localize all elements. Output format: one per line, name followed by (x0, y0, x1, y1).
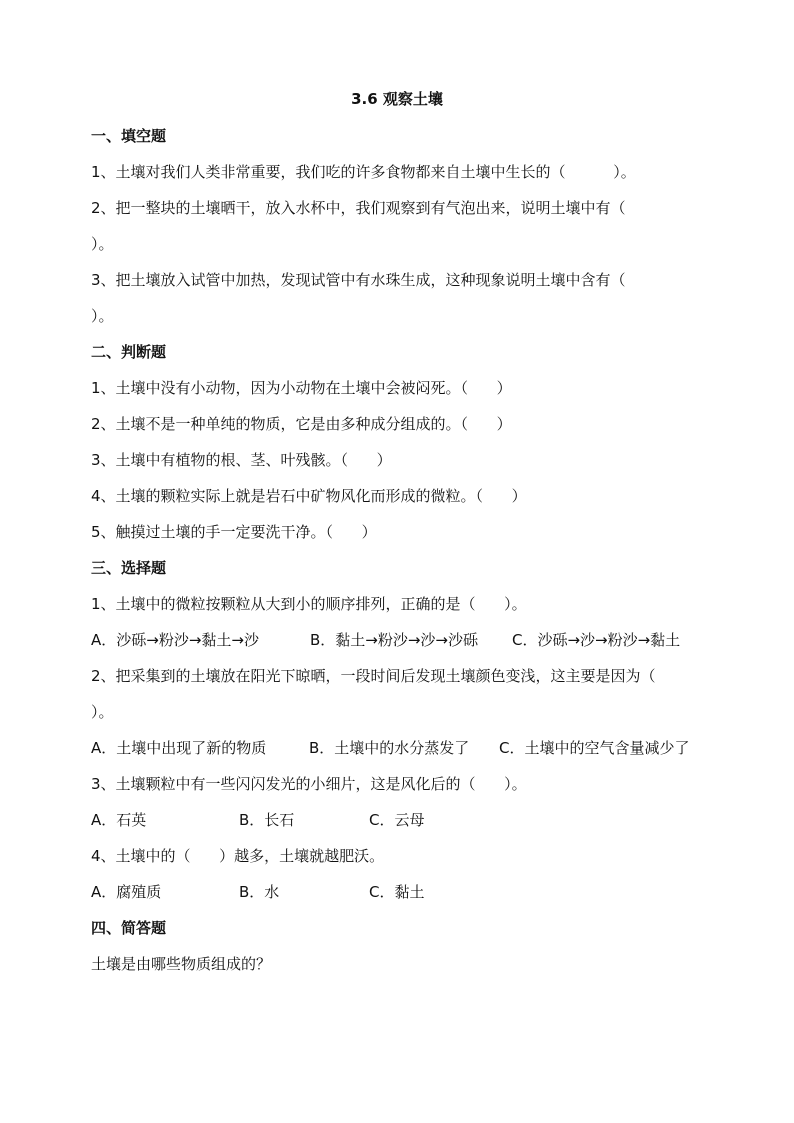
question-text: 4、土壤中的（ ）越多，土壤就越肥沃。 (91, 847, 385, 865)
question-text: 2、把采集到的土壤放在阳光下晾晒，一段时间后发现土壤颜色变浅，这主要是因为（ (91, 667, 656, 685)
page-title: 3.6 观察土壤 (351, 90, 443, 108)
question-text: 3、把土壤放入试管中加热，发现试管中有水珠生成，这种现象说明土壤中含有（ (91, 271, 626, 289)
choice-options-row (91, 881, 706, 903)
question-text-continuation: ）。 (91, 703, 114, 721)
question-text-continuation: ）。 (91, 307, 114, 325)
choice-options-row (91, 737, 706, 759)
choice-option-b: B．黏土→粉沙→沙→沙砾 (310, 631, 478, 649)
question-text: 4、土壤的颗粒实际上就是岩石中矿物风化而形成的微粒。（ ） (91, 487, 527, 505)
question-text: 2、土壤不是一种单纯的物质，它是由多种成分组成的。（ ） (91, 415, 512, 433)
section-heading-true-false: 二、判断题 (91, 343, 167, 361)
choice-option-a: A．石英 (91, 811, 147, 829)
choice-option-a: A．腐殖质 (91, 883, 162, 901)
choice-option-b: B．水 (239, 883, 280, 901)
question-text: 3、土壤中有植物的根、茎、叶残骸。（ ） (91, 451, 392, 469)
choice-option-c: C．云母 (369, 811, 425, 829)
section-heading-fill-blank: 一、填空题 (91, 127, 167, 145)
question-text: 1、土壤中的微粒按颗粒从大到小的顺序排列，正确的是（ ）。 (91, 595, 527, 613)
choice-option-b: B．长石 (239, 811, 295, 829)
choice-option-c: C．黏土 (369, 883, 425, 901)
choice-option-a: A．土壤中出现了新的物质 (91, 739, 267, 757)
section-heading-multiple-choice: 三、选择题 (91, 559, 167, 577)
choice-options-row (91, 629, 706, 651)
question-text: 土壤是由哪些物质组成的？ (91, 955, 272, 973)
question-text: 2、把一整块的土壤晒干，放入水杯中，我们观察到有气泡出来，说明土壤中有（ (91, 199, 626, 217)
choice-option-b: B．土壤中的水分蒸发了 (309, 739, 470, 757)
question-text: 3、土壤颗粒中有一些闪闪发光的小细片，这是风化后的（ ）。 (91, 775, 527, 793)
choice-options-row (91, 809, 706, 831)
question-text: 5、触摸过土壤的手一定要洗干净。（ ） (91, 523, 377, 541)
question-text: 1、土壤中没有小动物，因为小动物在土壤中会被闷死。（ ） (91, 379, 512, 397)
choice-option-a: A．沙砾→粉沙→黏土→沙 (91, 631, 259, 649)
question-text: 1、土壤对我们人类非常重要，我们吃的许多食物都来自土壤中生长的（ ）。 (91, 163, 636, 181)
choice-option-c: C．沙砾→沙→粉沙→黏土 (512, 631, 681, 649)
section-heading-short-answer: 四、简答题 (91, 919, 167, 937)
choice-option-c: C．土壤中的空气含量减少了 (499, 739, 690, 757)
question-text-continuation: ）。 (91, 235, 114, 253)
